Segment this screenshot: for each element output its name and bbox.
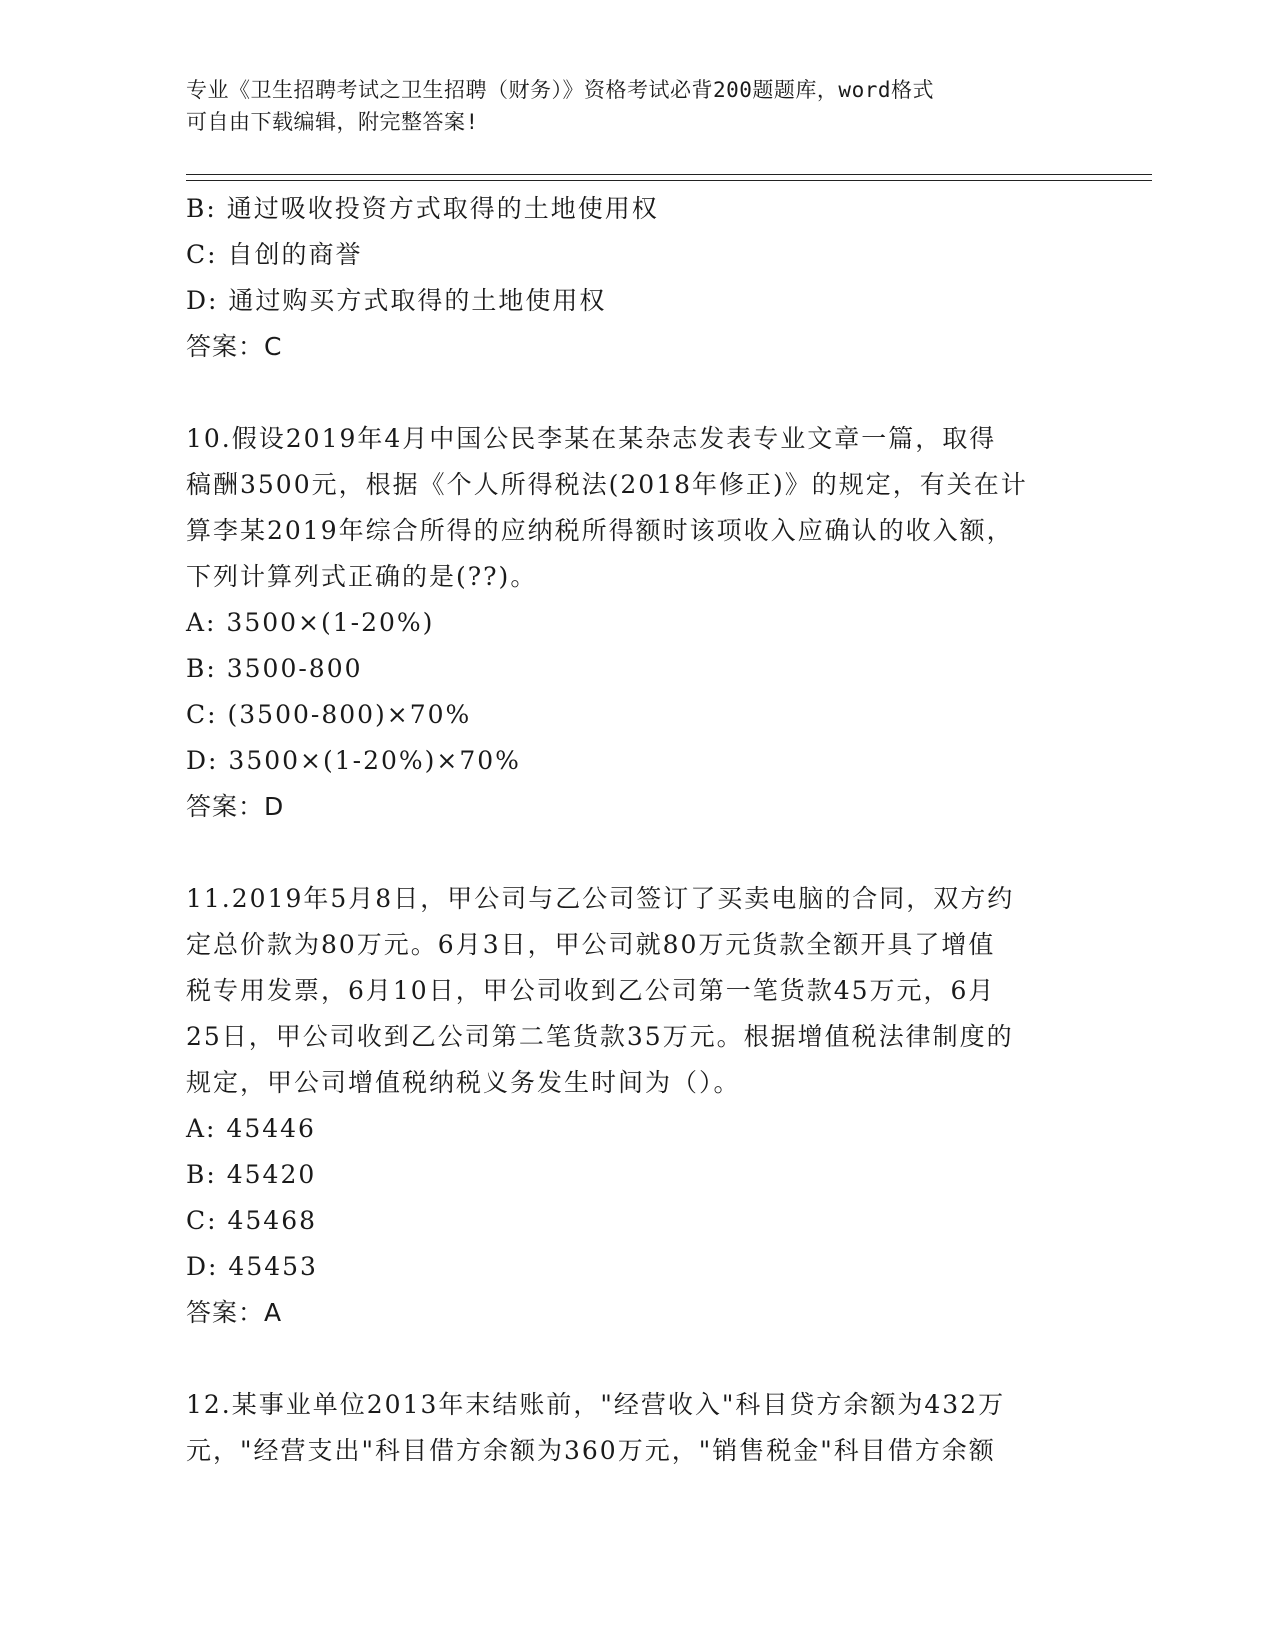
q10-stem-line: 算李某2019年综合所得的应纳税所得额时该项收入应确认的收入额， (186, 516, 1014, 545)
q11-stem-line: 定总价款为80万元。6月3日，甲公司就80万元货款全额开具了增值 (186, 930, 996, 959)
q9-option-c: C: 自创的商誉 (186, 240, 363, 269)
q10-option-c: C: (3500-800)×70% (186, 700, 472, 729)
q12-stem-line: 12.某事业单位2013年末结账前，"经营收入"科目贷方余额为432万 (186, 1390, 1006, 1419)
question-12 (186, 1382, 1086, 1474)
header-title-line-2: 可自由下载编辑，附完整答案! (186, 110, 479, 134)
q11-option-b: B: 45420 (186, 1160, 317, 1189)
q11-stem-line: 25日，甲公司收到乙公司第二笔货款35万元。根据增值税法律制度的 (186, 1022, 1014, 1051)
header-divider-bottom (186, 180, 1152, 181)
q11-stem-line: 规定，甲公司增值税纳税义务发生时间为（）。 (186, 1068, 741, 1097)
q11-option-a: A: 45446 (186, 1114, 316, 1143)
document-header (186, 74, 1086, 138)
q10-option-b: B: 3500-800 (186, 654, 363, 683)
q11-stem-line: 税专用发票，6月10日，甲公司收到乙公司第一笔货款45万元，6月 (186, 976, 996, 1005)
q10-stem-line: 稿酬3500元，根据《个人所得税法(2018年修正)》的规定，有关在计 (186, 470, 1028, 499)
spacer (186, 830, 1086, 876)
document-body (186, 186, 1086, 1474)
q10-stem-line: 10.假设2019年4月中国公民李某在某杂志发表专业文章一篇，取得 (186, 424, 997, 453)
q9-answer: 答案：C (186, 332, 283, 361)
q11-stem-line: 11.2019年5月8日，甲公司与乙公司签订了买卖电脑的合同，双方约 (186, 884, 1015, 913)
q9-option-d: D: 通过购买方式取得的土地使用权 (186, 286, 607, 315)
q10-stem-line: 下列计算列式正确的是(??)。 (186, 562, 538, 591)
question-9 (186, 186, 1086, 370)
spacer (186, 1336, 1086, 1382)
header-title-line-1: 专业《卫生招聘考试之卫生招聘（财务）》资格考试必背200题题库，word格式 (186, 78, 934, 102)
spacer (186, 370, 1086, 416)
q10-answer: 答案：D (186, 792, 285, 821)
q11-answer: 答案：A (186, 1298, 283, 1327)
question-10 (186, 416, 1086, 830)
q11-option-c: C: 45468 (186, 1206, 318, 1235)
q12-stem-line: 元，"经营支出"科目借方余额为360万元，"销售税金"科目借方余额 (186, 1436, 996, 1465)
header-divider-top (186, 174, 1152, 175)
q9-option-b: B: 通过吸收投资方式取得的土地使用权 (186, 194, 659, 223)
q11-option-d: D: 45453 (186, 1252, 318, 1281)
q10-option-d: D: 3500×(1-20%)×70% (186, 746, 521, 775)
question-11 (186, 876, 1086, 1336)
q10-option-a: A: 3500×(1-20%) (186, 608, 435, 637)
